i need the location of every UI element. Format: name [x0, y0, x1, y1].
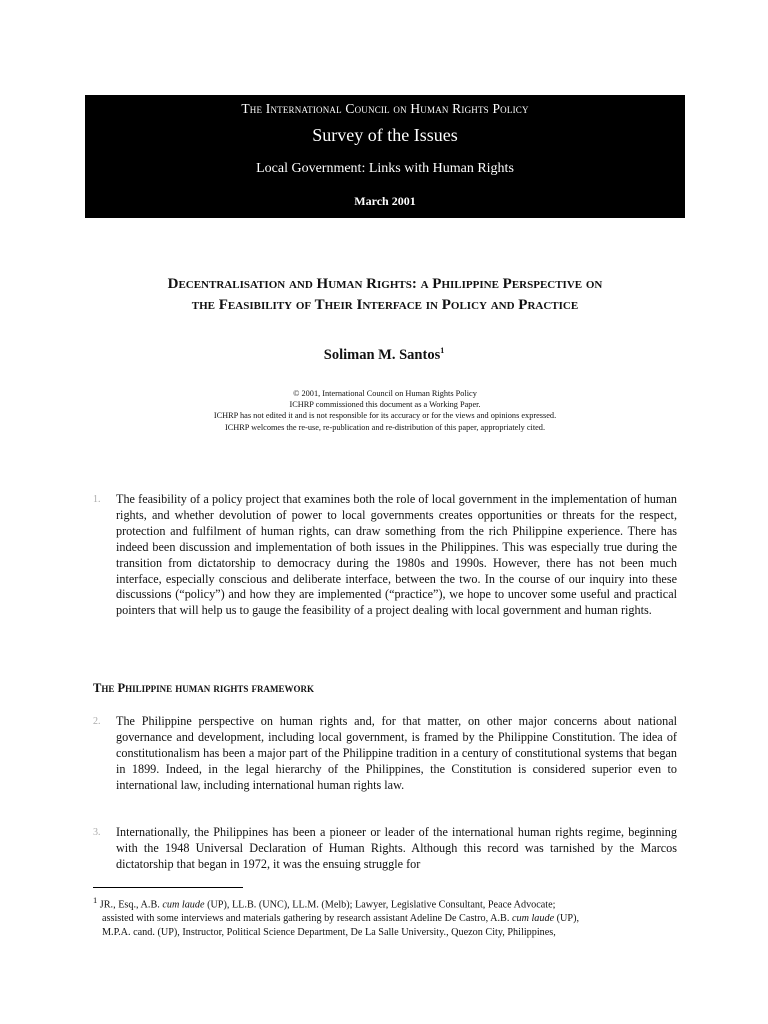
footnote-line-2 [93, 912, 677, 926]
author-name: Soliman M. Santos [323, 346, 441, 363]
footnote-mark: 1 [93, 895, 98, 905]
publication-date: March 2001 [354, 194, 416, 208]
footnote [93, 893, 677, 940]
series-title: Survey of the Issues [312, 125, 458, 145]
paragraph-3 [93, 825, 677, 873]
author-line [0, 346, 768, 364]
paragraph-number: 2. [93, 716, 101, 727]
paragraph-1 [93, 492, 677, 619]
footnote-line-1 [93, 893, 677, 912]
document-title-line-1: Decentralisation and Human Rights: a Philippine Perspective on [167, 276, 603, 292]
paragraph-2 [93, 714, 677, 794]
paragraph-number: 1. [93, 494, 101, 505]
paragraph-text: The feasibility of a policy project that examines both the role of local government in the implementation of human rights, and whether devolution of power to local governments creates opportunities or threats for the respect, protection and fulfilment of human rights, can draw something from the rich Philippine experience. There has indeed been discussion and implementation of both issues in the Philippines. This was especially true during the transition from dictatorship to democracy during the 1980s and 1990s. However, there has not been much interface, especially conscious and deliberate interface, between the two. In the course of our inquiry into these discussions (“policy”) and how they are implemented (“practice”), we hope to uncover some useful and practical pointers that will help us to gauge the feasibility of a project dealing with local government and human rights. [116, 492, 677, 618]
copyright-notice [100, 388, 670, 433]
document-title-line-2: the Feasibility of Their Interface in Policy and Practice [191, 297, 579, 313]
organization-name: The International Council on Human Rights Policy [241, 101, 529, 116]
notice-line: ICHRP welcomes the re-use, re-publication and re-distribution of this paper, appropriately cited. [224, 422, 546, 432]
footnote-divider [93, 887, 243, 888]
footnote-text: assisted with some interviews and materials gathering by research assistant Adeline De Castro, A.B. [102, 913, 512, 925]
footnote-italic: cum laude [511, 913, 555, 925]
paragraph-text: Internationally, the Philippines has been a pioneer or leader of the international human rights regime, beginning with the 1948 Universal Declaration of Human Rights. Although this record was tarnished by the Marcos dictatorship that began in 1972, it was the ensuing struggle for [116, 825, 677, 871]
report-banner [85, 95, 685, 218]
paragraph-number: 3. [93, 827, 101, 838]
author-footnote-mark[interactable]: 1 [440, 346, 445, 355]
footnote-italic: cum laude [162, 899, 205, 911]
footnote-line-3: M.P.A. cand. (UP), Instructor, Political Science Department, De La Salle University., Quezon City, Philippines, [102, 927, 556, 939]
footnote-text: (UP), [554, 913, 580, 925]
series-subtitle: Local Government: Links with Human Rights [256, 161, 514, 176]
footnote-text: JR., Esq., A.B. [97, 899, 163, 911]
notice-line: ICHRP has not edited it and is not responsible for its accuracy or for the views and opinions expressed. [213, 411, 557, 421]
section-heading: The Philippine human rights framework [93, 681, 314, 695]
footnote-text: (UP), LL.B. (UNC), LL.M. (Melb); Lawyer, Legislative Consultant, Peace Advocate; [204, 899, 556, 911]
notice-line: © 2001, International Council on Human Rights Policy [293, 389, 477, 398]
paragraph-text: The Philippine perspective on human rights and, for that matter, on other major concerns about national governance and development, including local government, is framed by the Philippine Constitution. The idea of constitutionalism has been a major part of the Philippine tradition in a century of constitutional systems that began in 1899. Indeed, in the legal hierarchy of the Philippines, the Constitution is considered superior even to international law, including international human rights law. [116, 714, 677, 792]
notice-line: ICHRP commissioned this document as a Working Paper. [289, 400, 481, 410]
document-title [90, 274, 680, 316]
